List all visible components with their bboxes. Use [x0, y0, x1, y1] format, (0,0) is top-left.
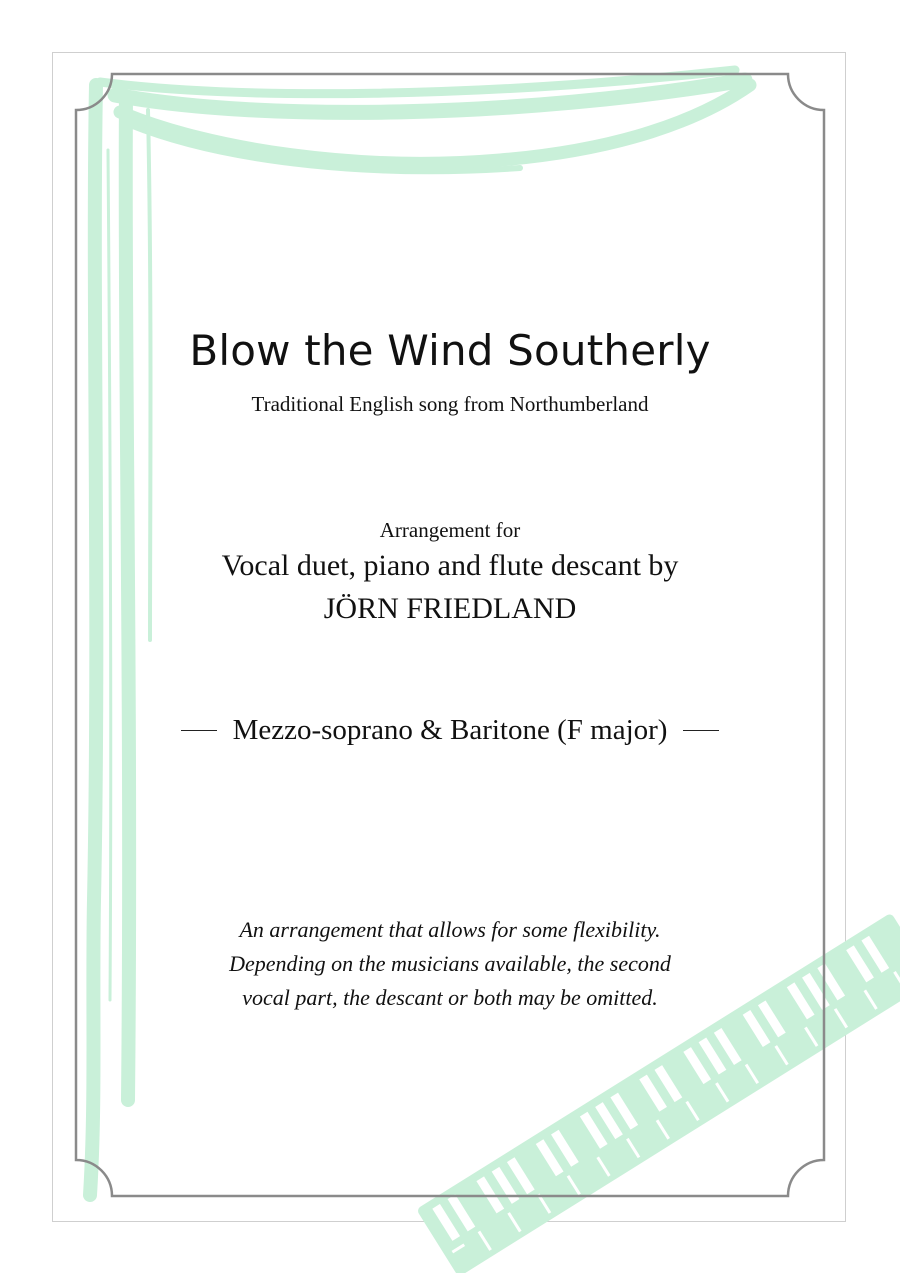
song-title: Blow the Wind Southerly — [189, 326, 711, 375]
performance-note-line: An arrangement that allows for some flexibility. — [239, 917, 661, 942]
em-dash-left — [181, 730, 217, 732]
performance-note-line: Depending on the musicians available, the second — [229, 951, 671, 976]
voicing-line — [0, 714, 900, 747]
arranger-name: JÖRN FRIEDLAND — [323, 592, 577, 625]
song-subtitle: Traditional English song from Northumberland — [251, 392, 649, 416]
voicing-text: Mezzo-soprano & Baritone (F major) — [232, 714, 668, 746]
arrangement-label: Arrangement for — [379, 518, 521, 542]
curtain-drape-illustration — [90, 70, 750, 1195]
arrangement-description: Vocal duet, piano and flute descant by — [221, 549, 679, 582]
performance-note-line: vocal part, the descant or both may be omitted. — [242, 985, 658, 1010]
em-dash-right — [683, 730, 719, 732]
